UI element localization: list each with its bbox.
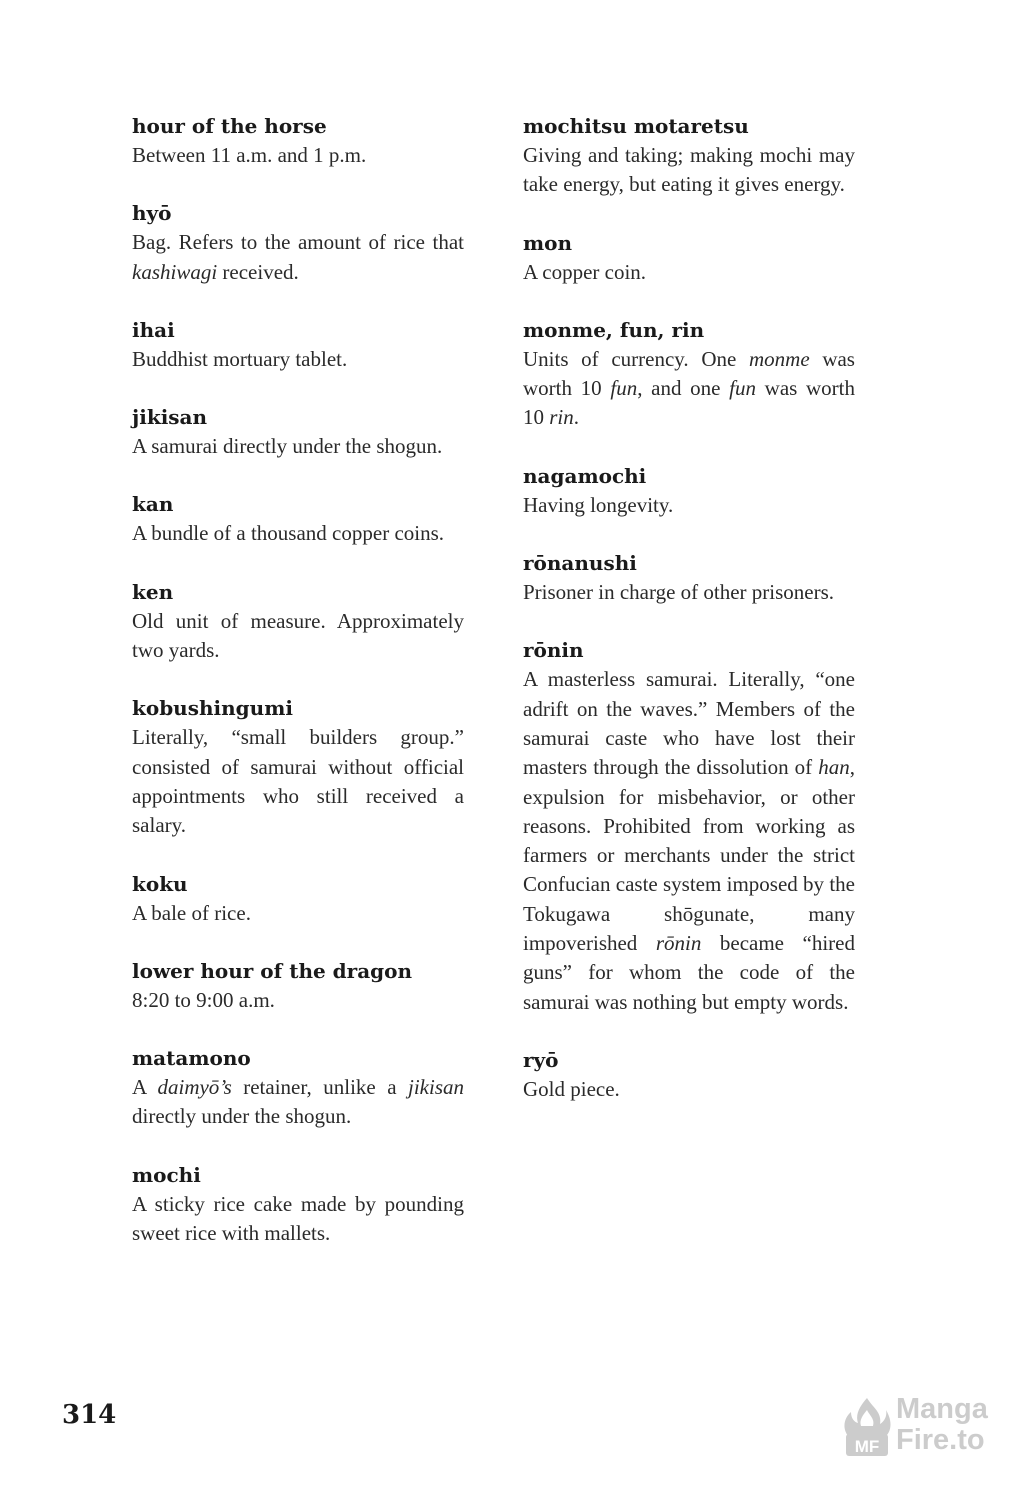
glossary-definition: [132, 345, 464, 374]
glossary-term: lower hour of the dragon: [132, 958, 413, 983]
watermark: [842, 1394, 1002, 1460]
glossary-term: rōnin: [523, 638, 584, 663]
definition-text: 8:20 to 9:00 a.m.: [132, 987, 275, 1012]
glossary-entry: [132, 403, 464, 461]
definition-text: directly under the shogun.: [132, 1104, 352, 1129]
glossary-definition: [132, 228, 464, 287]
definition-text: Old unit of measure. Approximately two yards.: [132, 608, 464, 663]
definition-text: Buddhist mortuary tablet.: [132, 346, 348, 371]
definition-text: , and one: [637, 376, 730, 401]
definition-text: was worth 10: [523, 346, 855, 401]
glossary-entry: [132, 957, 464, 1015]
glossary-term: matamono: [132, 1046, 251, 1071]
glossary-entry: [132, 490, 464, 548]
glossary-entry: [523, 112, 855, 200]
definition-text: received.: [217, 259, 299, 284]
italic-term: han: [818, 755, 850, 780]
italic-term: rōnin: [655, 931, 702, 956]
glossary-definition: [523, 665, 855, 1017]
glossary-entry: [132, 112, 464, 170]
glossary-term: mon: [523, 230, 573, 255]
glossary-term: ihai: [132, 317, 175, 342]
glossary-entry: [132, 870, 464, 928]
definition-text: Bag. Refers to the amount of rice that: [132, 230, 464, 255]
watermark-line-2: Fire.to: [896, 1424, 985, 1456]
glossary-entry: [132, 1161, 464, 1249]
definition-text: A bundle of a thousand copper coins.: [132, 521, 445, 546]
watermark-line-1: Manga: [896, 1393, 988, 1425]
definition-text: A sticky rice cake made by pounding sweet rice with mallets.: [132, 1191, 464, 1246]
glossary-definition: [132, 519, 464, 548]
glossary-definition: [523, 258, 855, 287]
glossary-term: hyō: [132, 201, 172, 226]
definition-text: A masterless samurai. Literally, “one adrift on the waves.” Members of the samurai caste who have lost their masters through the dissolution of: [523, 667, 855, 780]
definition-text: retainer, unlike a: [231, 1075, 408, 1100]
glossary-entry: [132, 316, 464, 374]
glossary-definition: [523, 345, 855, 433]
definition-text: Literally, “small builders group.” consisted of samurai without official appointments who still received a salary.: [132, 725, 464, 838]
glossary-entry: [523, 229, 855, 287]
definition-text: Units of currency. One: [523, 346, 749, 371]
definition-text: Prisoner in charge of other prisoners.: [523, 580, 835, 605]
glossary-definition: [523, 1075, 855, 1104]
glossary-term: rōnanushi: [523, 551, 637, 576]
page-number: 314: [62, 1400, 117, 1430]
glossary-definition: [132, 432, 464, 461]
glossary-term: monme, fun, rin: [523, 317, 705, 342]
definition-text: A samurai directly under the shogun.: [132, 434, 443, 459]
definition-text: A copper coin.: [523, 259, 647, 284]
glossary-column-right: [523, 112, 855, 1133]
glossary-entry: [523, 549, 855, 607]
definition-text: A: [132, 1075, 158, 1100]
glossary-definition: [523, 491, 855, 520]
watermark-logo-text: MF: [854, 1437, 880, 1456]
glossary-entry: [132, 694, 464, 840]
definition-text: .: [573, 405, 580, 430]
glossary-entry: [523, 316, 855, 433]
glossary-term: mochi: [132, 1162, 201, 1187]
watermark-logo-letters: [842, 1396, 892, 1458]
glossary-definition: [523, 578, 855, 607]
glossary-term: kobushingumi: [132, 696, 293, 721]
glossary-term: kan: [132, 492, 174, 517]
glossary-term: hour of the horse: [132, 114, 327, 138]
glossary-definition: [132, 899, 464, 928]
definition-text: , expulsion for misbehavior, or other reasons. Prohibited from working as farmers or merchants under the strict Confucian caste system imposed by the Tokugawa shōgunate, many impoverished: [523, 755, 855, 956]
glossary-entry: [523, 1046, 855, 1104]
glossary-entry: [523, 462, 855, 520]
glossary-definition: [132, 1190, 464, 1249]
glossary-definition: [523, 141, 855, 200]
glossary-definition: [132, 141, 464, 170]
definition-text: was worth 10: [523, 376, 855, 430]
glossary-entry: [132, 1044, 464, 1132]
italic-term: jikisan: [408, 1075, 464, 1100]
definition-text: Having longevity.: [523, 492, 674, 517]
glossary-definition: [132, 1073, 464, 1132]
glossary-term: mochitsu motaretsu: [523, 114, 749, 138]
italic-term: daimyō’s: [157, 1075, 232, 1100]
definition-text: Giving and taking; making mochi may take energy, but eating it gives energy.: [523, 143, 855, 197]
glossary-entry: [523, 636, 855, 1017]
definition-text: Gold piece.: [523, 1076, 620, 1101]
italic-term: rin: [549, 405, 574, 430]
italic-term: kashiwagi: [132, 259, 218, 284]
definition-text: A bale of rice.: [132, 900, 251, 925]
definition-text: Between 11 a.m. and 1 p.m.: [132, 143, 367, 167]
glossary-definition: [132, 723, 464, 840]
italic-term: fun: [729, 376, 756, 401]
watermark-text: [896, 1394, 988, 1456]
glossary-definition: [132, 607, 464, 666]
glossary-term: ryō: [523, 1047, 559, 1072]
glossary-entry: [132, 578, 464, 666]
glossary-column-left: [132, 112, 464, 1277]
glossary-definition: [132, 986, 464, 1015]
glossary-term: jikisan: [132, 405, 208, 430]
glossary-term: nagamochi: [523, 463, 647, 488]
glossary-term: ken: [132, 579, 174, 604]
definition-text: became “hired guns” for whom the code of the samurai was nothing but empty words.: [523, 931, 855, 1014]
italic-term: monme: [749, 346, 810, 371]
glossary-entry: [132, 199, 464, 287]
glossary-term: koku: [132, 871, 188, 896]
italic-term: fun: [610, 376, 638, 401]
